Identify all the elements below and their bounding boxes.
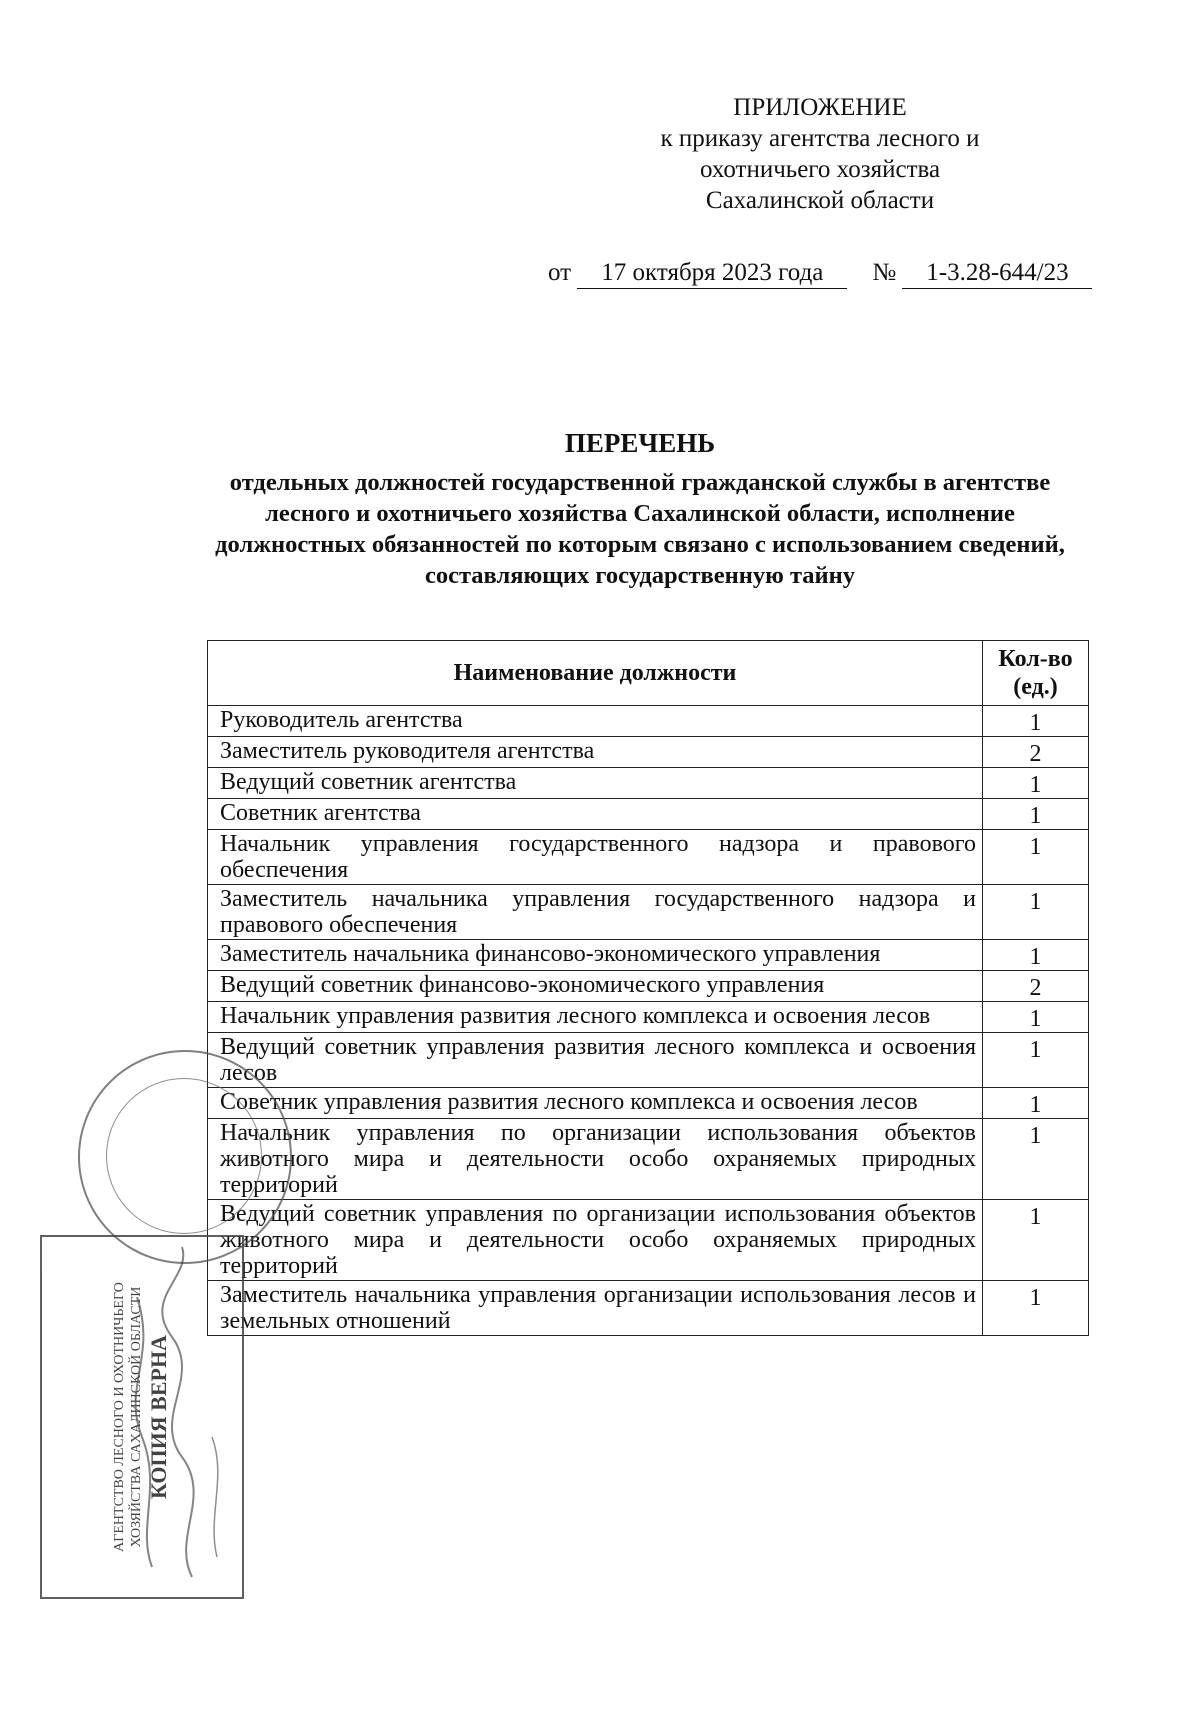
appendix-line: к приказу агентства лесного и — [660, 125, 980, 152]
order-number: 1-3.28-644/23 — [902, 258, 1092, 289]
appendix-heading: ПРИЛОЖЕНИЕ — [733, 94, 907, 121]
column-header-name: Наименование должности — [208, 641, 983, 706]
table-row — [208, 940, 1089, 971]
position-qty: 2 — [983, 737, 1089, 768]
table-row — [208, 830, 1089, 885]
position-name: Ведущий советник финансово-экономического управления — [208, 971, 983, 1002]
position-name: Заместитель руководителя агентства — [208, 737, 983, 768]
table-row — [208, 1119, 1089, 1200]
round-seal — [78, 1050, 292, 1264]
stamp-org-line: АГЕНТСТВО ЛЕСНОГО И ОХОТНИЧЬЕГО — [112, 1282, 127, 1552]
position-qty: 1 — [983, 1088, 1089, 1119]
table-row — [208, 1088, 1089, 1119]
position-qty: 1 — [983, 940, 1089, 971]
table-row — [208, 1200, 1089, 1281]
appendix-block — [560, 92, 1080, 216]
position-name: Ведущий советник агентства — [208, 768, 983, 799]
position-name: Заместитель начальника управления организации использования лесов и земельных отношений — [208, 1281, 983, 1336]
position-name: Руководитель агентства — [208, 706, 983, 737]
appendix-line: Сахалинской области — [705, 187, 935, 214]
title-subtitle: отдельных должностей государственной гражданской службы в агентстве лесного и охотничьего хозяйства Сахалинской области, исполнение должностных обязанностей по которым связано с использованием сведений, составляющих государственную тайну — [215, 469, 1065, 589]
positions-table — [207, 640, 1089, 1336]
table-row — [208, 737, 1089, 768]
copy-certified-stamp — [40, 1235, 244, 1599]
position-qty: 1 — [983, 799, 1089, 830]
position-name: Советник управления развития лесного комплекса и освоения лесов — [208, 1088, 983, 1119]
position-qty: 1 — [983, 1002, 1089, 1033]
table-header-row — [208, 641, 1089, 706]
table-row — [208, 1002, 1089, 1033]
appendix-line: охотничьего хозяйства — [699, 156, 941, 183]
position-qty: 1 — [983, 706, 1089, 737]
position-qty: 1 — [983, 1033, 1089, 1088]
table-row — [208, 706, 1089, 737]
position-name: Ведущий советник управления развития лесного комплекса и освоения лесов — [208, 1033, 983, 1088]
order-date-line — [548, 258, 1092, 289]
number-prefix: № — [872, 259, 897, 286]
position-qty: 1 — [983, 830, 1089, 885]
position-qty: 2 — [983, 971, 1089, 1002]
position-name: Ведущий советник управления по организации использования объектов животного мира и деятельности особо охраняемых природных территорий — [208, 1200, 983, 1281]
position-qty: 1 — [983, 885, 1089, 940]
stamp-org-line: ХОЗЯЙСТВА САХАЛИНСКОЙ ОБЛАСТИ — [129, 1286, 144, 1548]
position-name: Заместитель начальника финансово-экономического управления — [208, 940, 983, 971]
position-name: Начальник управления по организации использования объектов животного мира и деятельности особо охраняемых природных территорий — [208, 1119, 983, 1200]
position-qty: 1 — [983, 1281, 1089, 1336]
position-qty: 1 — [983, 1200, 1089, 1281]
position-name: Начальник управления развития лесного комплекса и освоения лесов — [208, 1002, 983, 1033]
stamp-copy-label: КОПИЯ ВЕРНА — [146, 1335, 171, 1499]
position-qty: 1 — [983, 1119, 1089, 1200]
document-title — [190, 428, 1090, 591]
column-header-qty: Кол-во (ед.) — [983, 641, 1089, 706]
table-row — [208, 768, 1089, 799]
round-seal-inner — [106, 1078, 262, 1234]
table-row — [208, 885, 1089, 940]
handwritten-signature — [42, 1237, 242, 1597]
order-date: 17 октября 2023 года — [577, 258, 847, 289]
date-prefix: от — [548, 259, 572, 286]
table-row — [208, 1281, 1089, 1336]
position-qty: 1 — [983, 768, 1089, 799]
table-row — [208, 799, 1089, 830]
table-row — [208, 971, 1089, 1002]
position-name: Начальник управления государственного надзора и правового обеспечения — [208, 830, 983, 885]
position-name: Советник агентства — [208, 799, 983, 830]
title-heading: ПЕРЕЧЕНЬ — [564, 428, 716, 458]
position-name: Заместитель начальника управления государственного надзора и правового обеспечения — [208, 885, 983, 940]
table-row — [208, 1033, 1089, 1088]
